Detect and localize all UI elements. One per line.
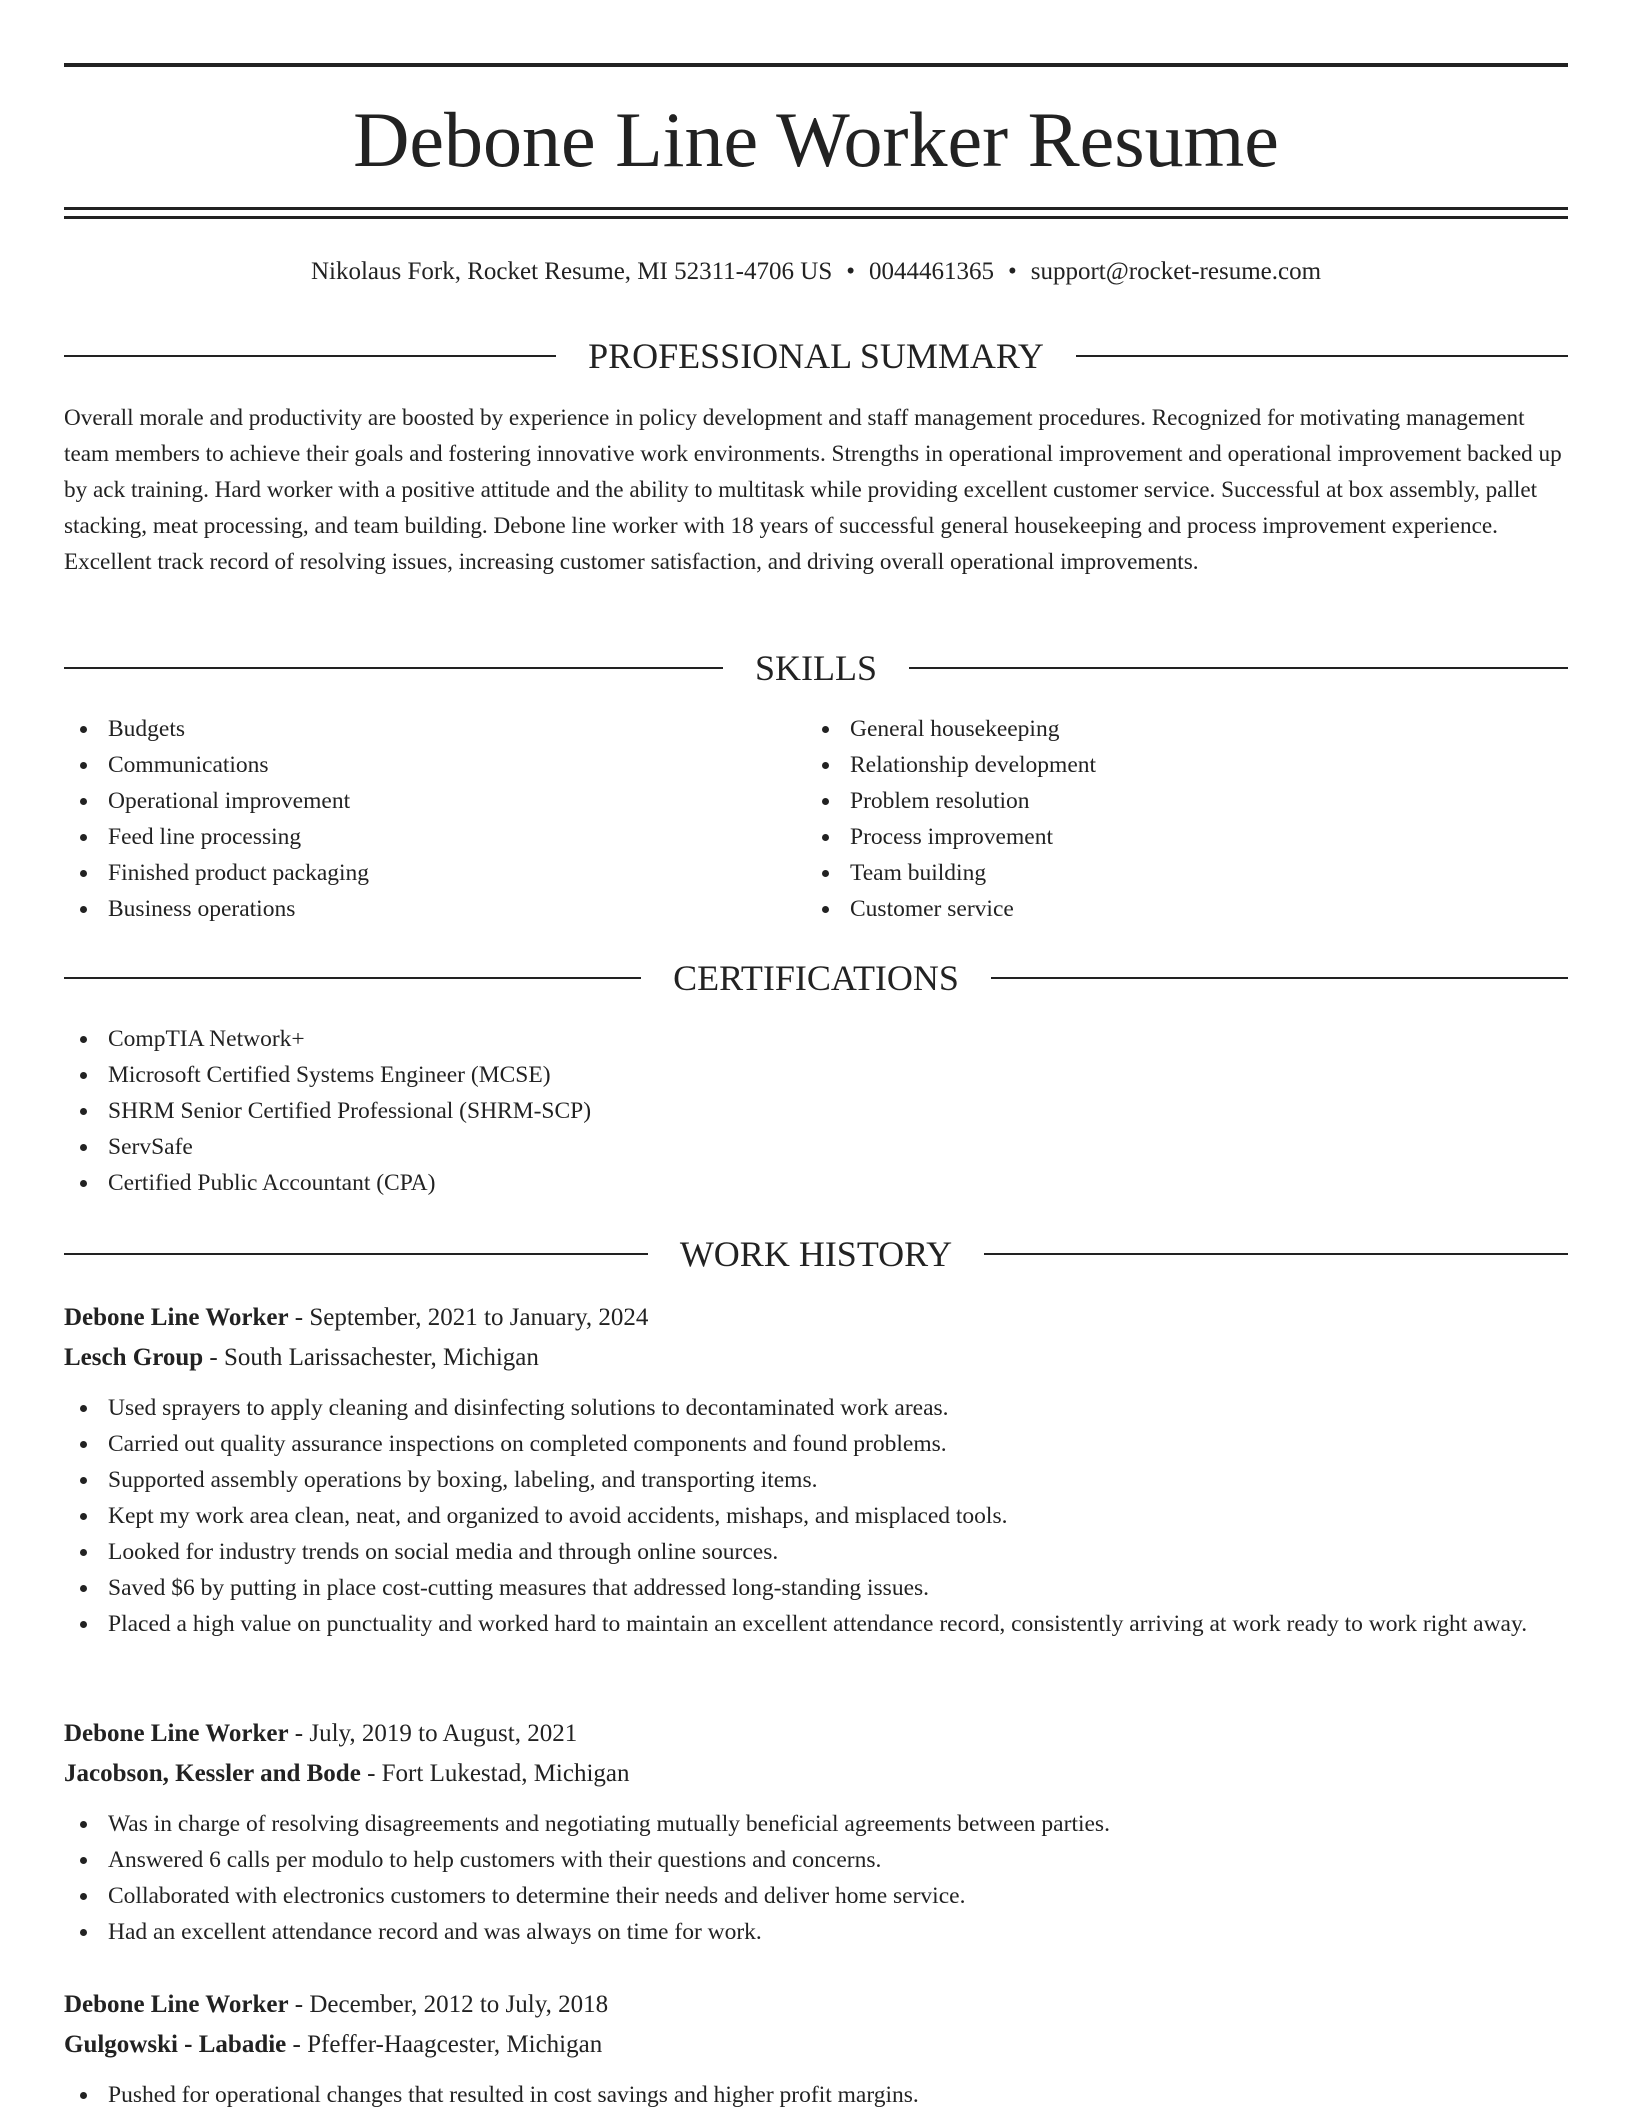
- job-title-line: [64, 1985, 1568, 2025]
- contact-separator: •: [846, 258, 855, 285]
- job-bullet-item: Saved $6 by putting in place cost-cutting measures that addressed long-standing issues.: [64, 1570, 1568, 1606]
- certification-item: CompTIA Network+: [64, 1021, 1568, 1057]
- job-bullets: [64, 1390, 1568, 1642]
- skill-item: Business operations: [64, 891, 804, 927]
- skill-item: Team building: [806, 855, 1546, 891]
- certifications-heading: [64, 956, 1568, 1000]
- skill-item: Customer service: [806, 891, 1546, 927]
- title-rule-lower: [64, 216, 1568, 219]
- job-bullet-item: Placed a high value on punctuality and worked hard to maintain an excellent attendance record, consistently arriving at work ready to work right away.: [64, 1606, 1568, 1642]
- heading-rule-right: [1076, 355, 1568, 357]
- job-bullet-item: Collaborated with electronics customers to determine their needs and deliver home service.: [64, 1878, 1568, 1914]
- skill-item: Finished product packaging: [64, 855, 804, 891]
- job-bullet-item: Used sprayers to apply cleaning and disinfecting solutions to decontaminated work areas.: [64, 1390, 1568, 1426]
- skills-list-left: [64, 711, 804, 927]
- certifications-list: [64, 1021, 1568, 1201]
- certification-item: SHRM Senior Certified Professional (SHRM-SCP): [64, 1093, 1568, 1129]
- certification-item: ServSafe: [64, 1129, 1568, 1165]
- heading-rule-left: [64, 355, 556, 357]
- summary-text: Overall morale and productivity are boosted by experience in policy development and staff management procedures. Recognized for motivating management team members to achieve their goals and fostering innovative work environments. Strengths in operational improvement and operational improvement backed up by ack training. Hard worker with a positive attitude and the ability to multitask while providing excellent customer service. Successful at box assembly, pallet stacking, meat processing, and team building. Debone line worker with 18 years of successful general housekeeping and process improvement experience. Excellent track record of resolving issues, increasing customer satisfaction, and driving overall operational improvements.: [64, 405, 1562, 575]
- job-dates: - December, 2012 to July, 2018: [288, 1991, 609, 2018]
- skill-item: Process improvement: [806, 819, 1546, 855]
- title-rule-upper: [64, 207, 1568, 210]
- job-bullets: [64, 1806, 1568, 1950]
- job-company: Jacobson, Kessler and Bode: [64, 1760, 361, 1787]
- job-dates: - July, 2019 to August, 2021: [288, 1720, 578, 1747]
- job-bullet-item: Kept my work area clean, neat, and organized to avoid accidents, mishaps, and misplaced tools.: [64, 1498, 1568, 1534]
- job-company-line: [64, 2025, 1568, 2065]
- heading-rule-left: [64, 977, 641, 979]
- job-title-line: [64, 1298, 1568, 1338]
- job-title: Debone Line Worker: [64, 1720, 289, 1747]
- job-company-line: [64, 1338, 1568, 1378]
- skill-item: General housekeeping: [806, 711, 1546, 747]
- certification-item: Certified Public Accountant (CPA): [64, 1165, 1568, 1201]
- job-bullets: [64, 2077, 1568, 2113]
- skill-item: Operational improvement: [64, 783, 804, 819]
- heading-rule-right: [909, 667, 1568, 669]
- job-bullet-item: Carried out quality assurance inspections on completed components and found problems.: [64, 1426, 1568, 1462]
- job-bullet-item: Had an excellent attendance record and was always on time for work.: [64, 1914, 1568, 1950]
- skill-item: Communications: [64, 747, 804, 783]
- job-title: Debone Line Worker: [64, 1304, 289, 1331]
- skill-item: Problem resolution: [806, 783, 1546, 819]
- skill-item: Relationship development: [806, 747, 1546, 783]
- job-title-line: [64, 1714, 1568, 1754]
- job-company: Gulgowski - Labadie: [64, 2031, 287, 2058]
- heading-rule-left: [64, 1253, 648, 1255]
- job-location: - Fort Lukestad, Michigan: [360, 1760, 630, 1787]
- heading-rule-left: [64, 667, 723, 669]
- skills-list-right: [806, 711, 1546, 927]
- skills-heading-label: SKILLS: [755, 648, 878, 688]
- job-title: Debone Line Worker: [64, 1991, 289, 2018]
- certification-item: Microsoft Certified Systems Engineer (MCSE): [64, 1057, 1568, 1093]
- resume-title: Debone Line Worker Resume: [353, 96, 1279, 183]
- heading-rule-right: [991, 977, 1568, 979]
- job-location: - Pfeffer-Haagcester, Michigan: [286, 2031, 603, 2058]
- job-bullet-item: Was in charge of resolving disagreements and negotiating mutually beneficial agreements between parties.: [64, 1806, 1568, 1842]
- contact-address: Nikolaus Fork, Rocket Resume, MI 52311-4706 US: [310, 258, 833, 285]
- job-dates: - September, 2021 to January, 2024: [288, 1304, 649, 1331]
- contact-line: [64, 256, 1568, 288]
- skill-item: Feed line processing: [64, 819, 804, 855]
- work-history-heading-label: WORK HISTORY: [679, 1234, 953, 1274]
- contact-separator: •: [1007, 258, 1017, 285]
- job-location: - South Larissachester, Michigan: [203, 1344, 539, 1371]
- work-history-heading: [64, 1232, 1568, 1276]
- top-rule: [64, 63, 1568, 67]
- job-entry: [64, 1714, 1568, 1950]
- summary-heading: [64, 334, 1568, 378]
- summary-heading-label: PROFESSIONAL SUMMARY: [588, 336, 1044, 376]
- job-company: Lesch Group: [64, 1344, 204, 1371]
- job-bullet-item: Answered 6 calls per modulo to help customers with their questions and concerns.: [64, 1842, 1568, 1878]
- job-company-line: [64, 1754, 1568, 1794]
- contact-phone: 0044461365: [868, 258, 994, 285]
- skills-heading: [64, 646, 1568, 690]
- skill-item: Budgets: [64, 711, 804, 747]
- job-bullet-item: Supported assembly operations by boxing, labeling, and transporting items.: [64, 1462, 1568, 1498]
- heading-rule-right: [984, 1253, 1568, 1255]
- certifications-heading-label: CERTIFICATIONS: [673, 958, 959, 998]
- job-entry: [64, 1298, 1568, 1642]
- job-bullet-item: Looked for industry trends on social media and through online sources.: [64, 1534, 1568, 1570]
- contact-email: support@rocket-resume.com: [1030, 258, 1322, 285]
- job-entry: [64, 1985, 1568, 2113]
- job-bullet-item: Pushed for operational changes that resulted in cost savings and higher profit margins.: [64, 2077, 1568, 2113]
